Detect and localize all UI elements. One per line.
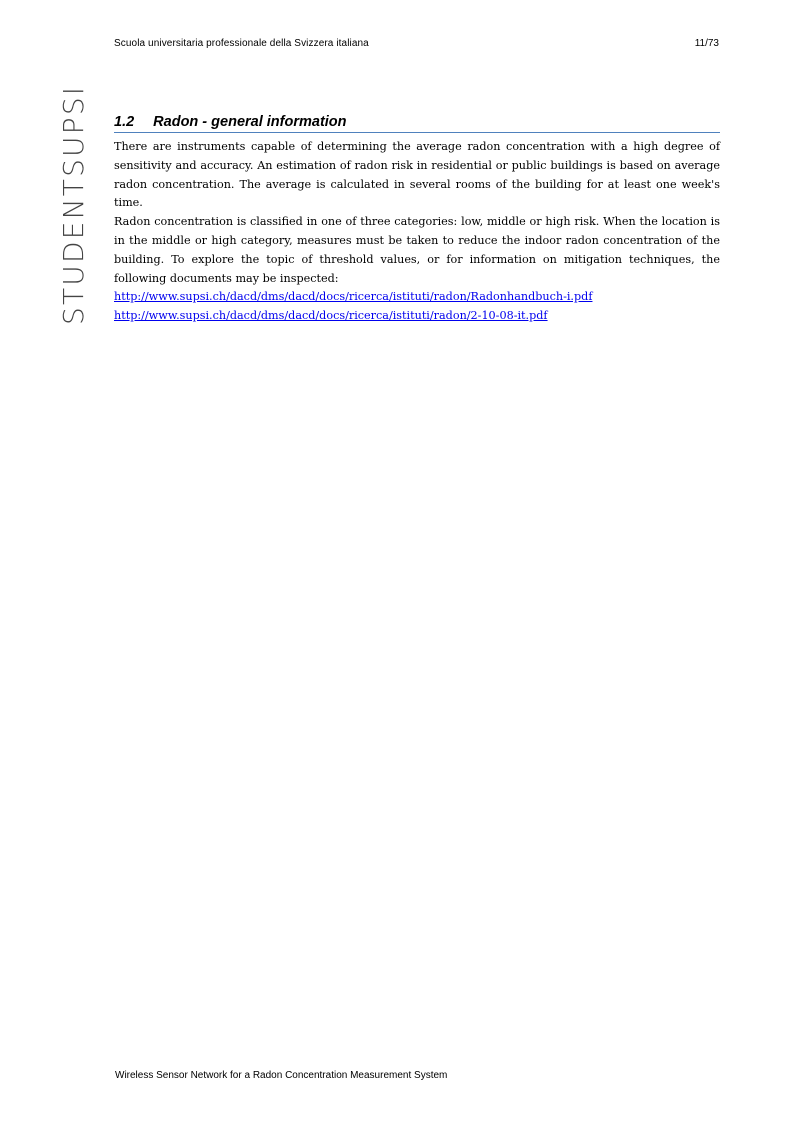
page-number: 11/73 [694, 38, 719, 49]
header-institution: Scuola universitaria professionale della Svizzera italiana [114, 38, 369, 49]
side-brand-logo: STUDENTSUPSI [57, 84, 90, 325]
footer-document-title: Wireless Sensor Network for a Radon Concentration Measurement System [115, 1070, 448, 1081]
section-title: Radon - general information [153, 114, 347, 130]
section-heading [114, 114, 720, 133]
section-radon-info [114, 114, 720, 326]
link-radonhandbuch-pdf[interactable]: http://www.supsi.ch/dacd/dms/dacd/docs/ricerca/istituti/radon/Radonhandbuch-i.pdf [114, 290, 593, 304]
section-body [114, 138, 720, 326]
section-number: 1.2 [114, 114, 135, 130]
link-2-10-08-it-pdf[interactable]: http://www.supsi.ch/dacd/dms/dacd/docs/ricerca/istituti/radon/2-10-08-it.pdf [114, 309, 548, 323]
paragraph: There are instruments capable of determining the average radon concentration with a high degree of sensitivity and accuracy. An estimation of radon risk in residential or public buildings is based on average radon concentration. The average is calculated in several rooms of the building for at least one week's time. [114, 140, 720, 210]
paragraph: Radon concentration is classified in one of three categories: low, middle or high risk. When the location is in the middle or high category, measures must be taken to reduce the indoor radon concentration of the building. To explore the topic of threshold values, or for information on mitigation techniques, the following documents may be inspected: [114, 215, 720, 285]
